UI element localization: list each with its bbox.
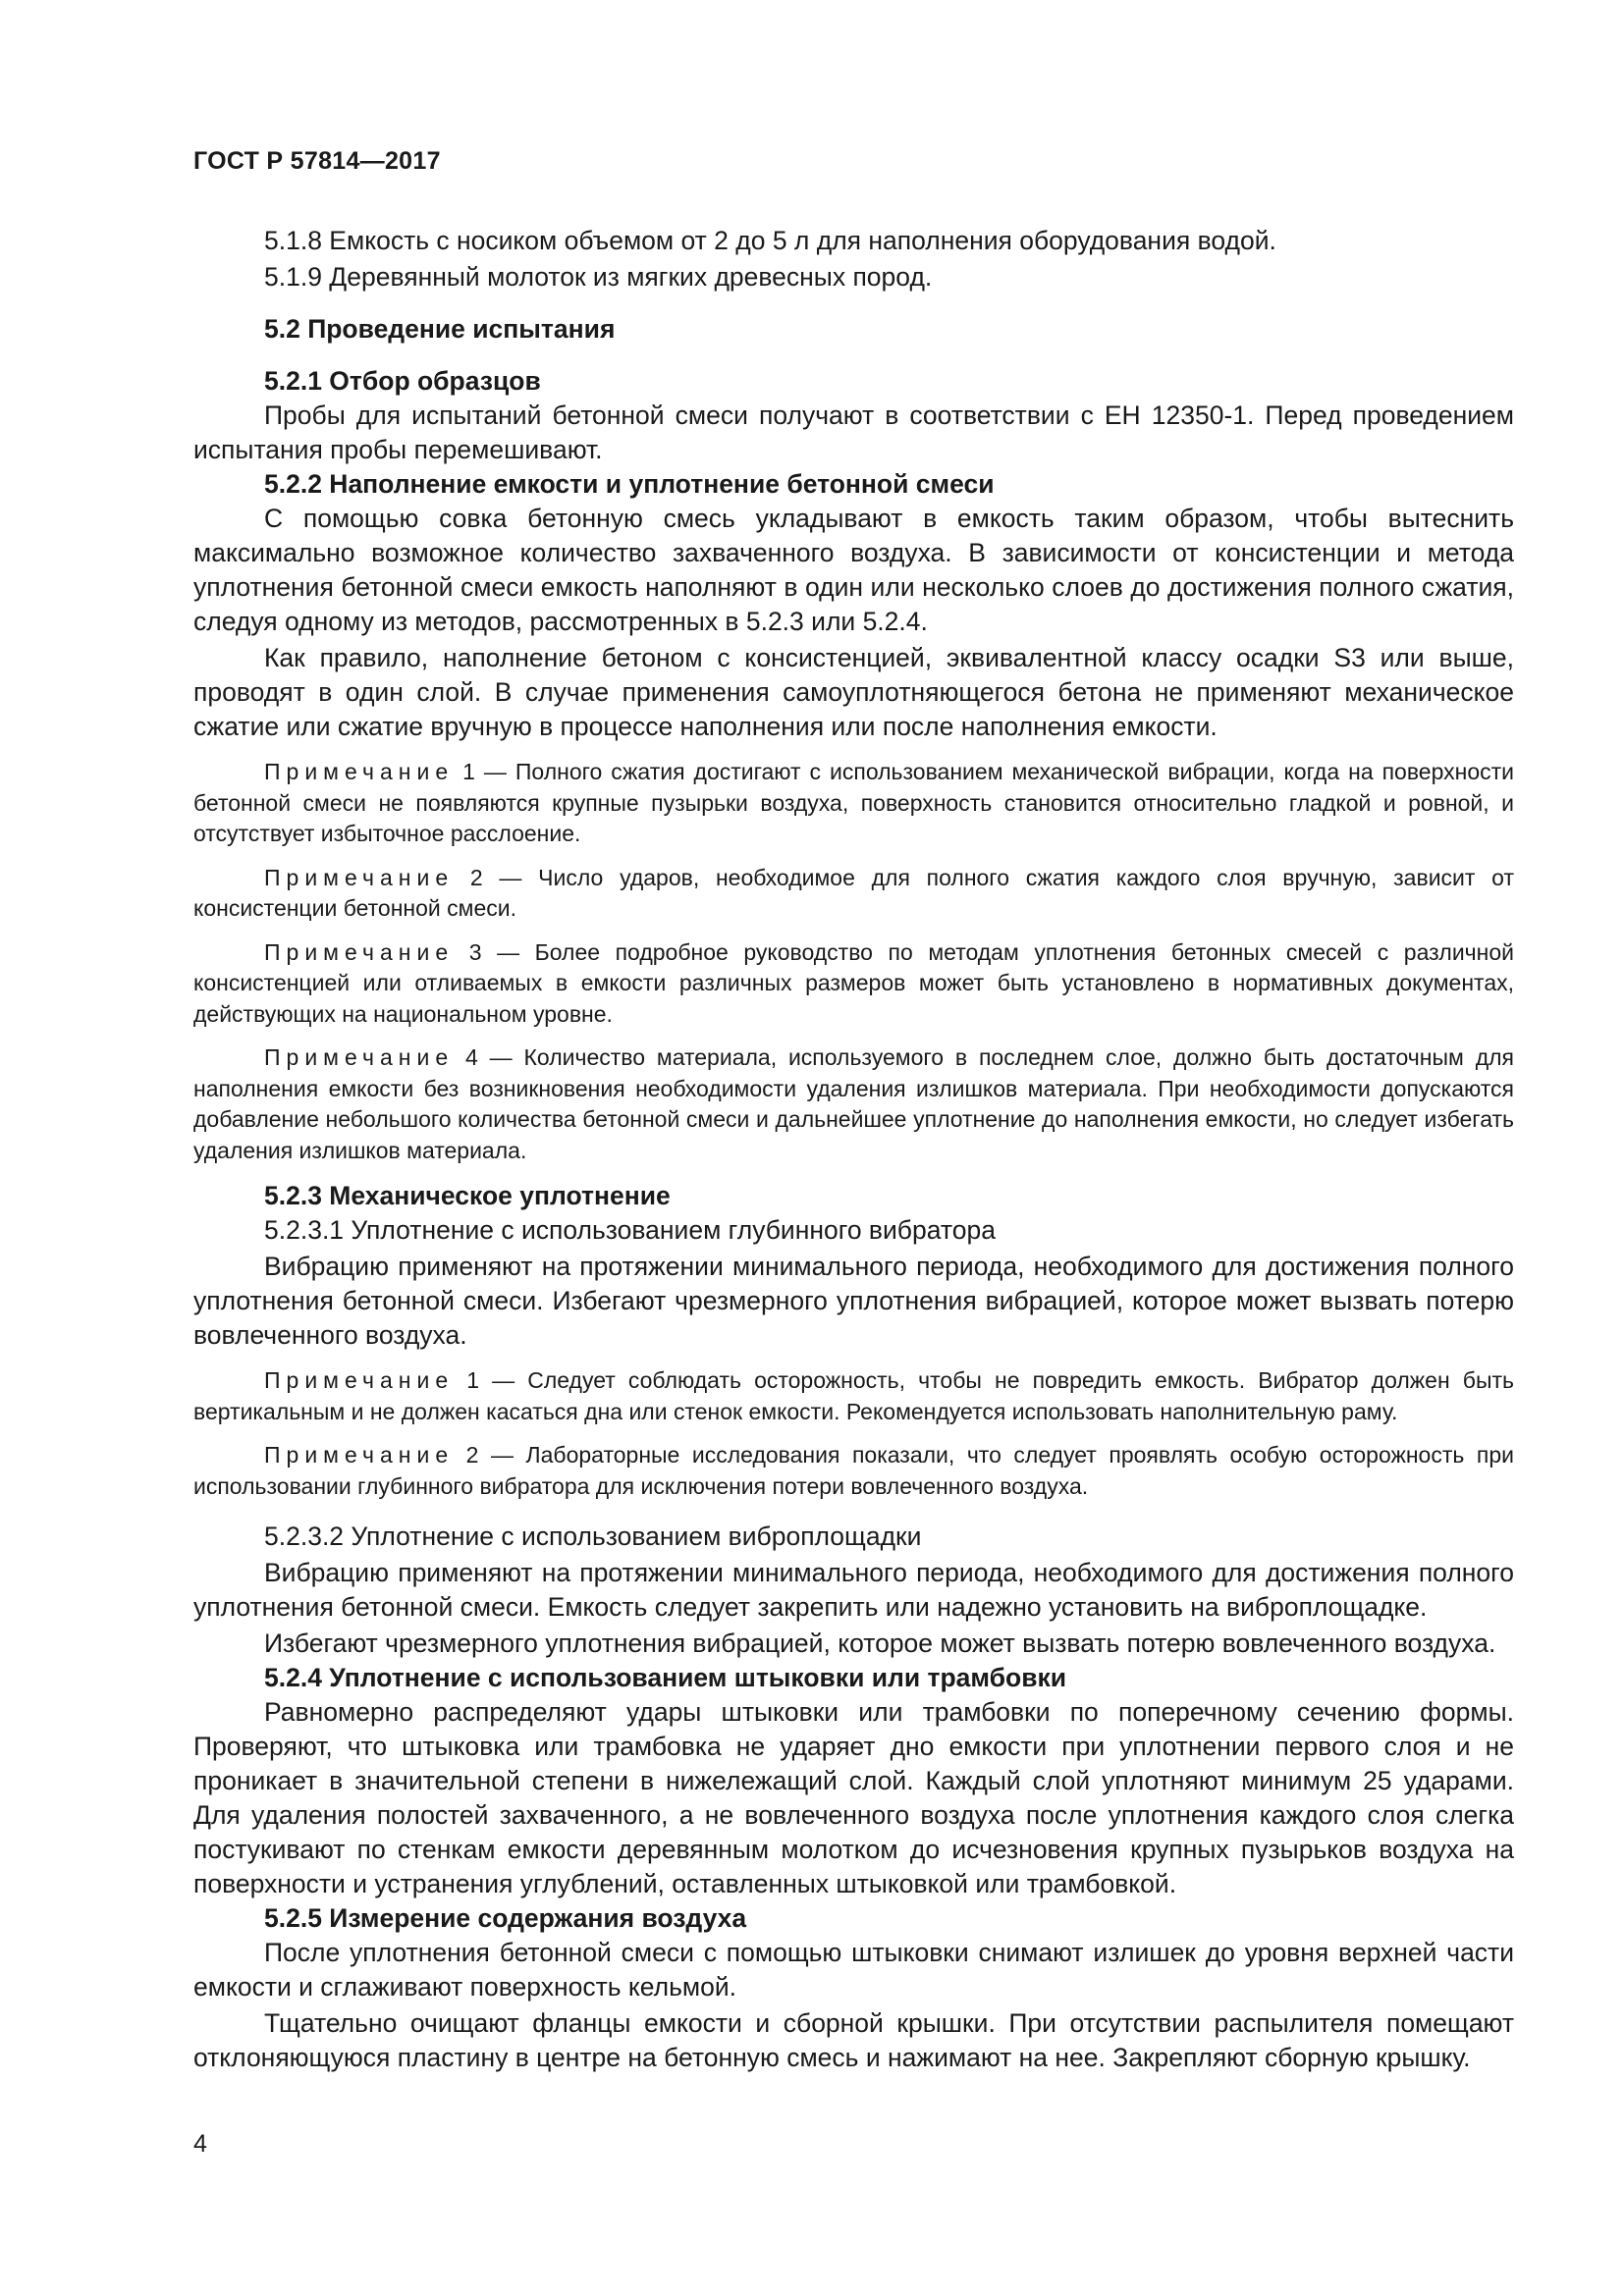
page-number: 4 xyxy=(193,2130,207,2158)
paragraph-5-2-4: Равномерно распределяют удары штыковки или трамбовки по поперечному сечению формы. Проверяют, что штыковка или трамбовка не ударяет дно емкости при уплотнении первого слоя и не проникает в значительной степени в нижележащий слой. Каждый слой уплотняют минимум 25 ударами. Для удаления полостей захваченного, а не вовлеченного воздуха после уплотнения каждого слоя слегка постукивают по стенкам емкости деревянным молотком до исчезновения крупных пузырьков воздуха на поверхности и устранения углублений, оставленных штыковкой или трамбовкой. xyxy=(193,1697,1514,1898)
note-label: Примечание xyxy=(264,938,455,965)
note-5 xyxy=(193,1365,1514,1427)
paragraph-5-2-2-b: Как правило, наполнение бетоном с консистенцией, эквивалентной классу осадки S3 или выше, проводят в один слой. В случае применения самоуплотняющегося бетона не применяют механическое сжатие или сжатие вручную в процессе наполнения или после наполнения емкости. xyxy=(193,643,1514,741)
note-label: Примечание xyxy=(264,864,455,890)
heading-5-2: 5.2 Проведение испытания xyxy=(264,314,616,344)
note-4 xyxy=(193,1042,1514,1166)
note-label: Примечание xyxy=(264,1367,455,1393)
note-label: Примечание xyxy=(264,1044,455,1070)
paragraph-5-2-3-1: Вибрацию применяют на протяжении минимального периода, необходимого для достижения полного уплотнения бетонной смеси. Избегают чрезмерного уплотнения вибрацией, которое может вызвать потерю вовлеченного воздуха. xyxy=(193,1252,1514,1350)
note-text: 2 — Лабораторные исследования показали, что следует проявлять особую осторожность при использовании глубинного вибратора для исключения потери вовлеченного воздуха. xyxy=(193,1442,1514,1499)
subheading-5-2-3-1: 5.2.3.1 Уплотнение с использованием глубинного вибратора xyxy=(264,1215,996,1245)
note-label: Примечание xyxy=(264,1442,455,1468)
note-text: 1 — Полного сжатия достигают с использованием механической вибрации, когда на поверхности бетонной смеси не появляются крупные пузырьки воздуха, поверхность становится относительно гладкой и ровной, и отсутствует избыточное расслоение. xyxy=(193,759,1514,846)
note-2 xyxy=(193,863,1514,925)
paragraph-5-1-9: 5.1.9 Деревянный молоток из мягких древесных пород. xyxy=(264,262,933,292)
paragraph-5-1-8: 5.1.8 Емкость с носиком объемом от 2 до 5 л для наполнения оборудования водой. xyxy=(264,226,1276,255)
heading-5-2-5: 5.2.5 Измерение содержания воздуха xyxy=(264,1903,747,1933)
note-text: 1 — Следует соблюдать осторожность, чтобы не повредить емкость. Вибратор должен быть вертикальным и не должен касаться дна или стенок емкости. Рекомендуется использовать наполнительную раму. xyxy=(193,1367,1514,1424)
note-text: 3 — Более подробное руководство по методам уплотнения бетонных смесей с различной консистенцией или отливаемых в емкости различных размеров может быть установлено в нормативных документах, действующих на национальном уровне. xyxy=(193,938,1514,1027)
subheading-5-2-3-2: 5.2.3.2 Уплотнение с использованием виброплощадки xyxy=(264,1522,922,1551)
note-3 xyxy=(193,937,1514,1031)
paragraph-5-2-3-2-b: Избегают чрезмерного уплотнения вибрацией, которое может вызвать потерю вовлеченного воздуха. xyxy=(264,1629,1496,1658)
standard-code-header: ГОСТ Р 57814—2017 xyxy=(193,147,441,175)
note-label: Примечание xyxy=(264,759,455,784)
paragraph-5-2-2-a: С помощью совка бетонную смесь укладывают в емкость таким образом, чтобы вытеснить максимально возможное количество захваченного воздуха. В зависимости от консистенции и метода уплотнения бетонной смеси емкость наполняют в один или несколько слоев до достижения полного сжатия, следуя одному из методов, рассмотренных в 5.2.3 или 5.2.4. xyxy=(193,504,1514,636)
paragraph-5-2-5-b: Тщательно очищают фланцы емкости и сборной крышки. При отсутствии распылителя помещают отклоняющуюся пластину в центре на бетонную смесь и нажимают на нее. Закрепляют сборную крышку. xyxy=(193,2008,1514,2072)
heading-5-2-4: 5.2.4 Уплотнение с использованием штыковки или трамбовки xyxy=(264,1663,1067,1692)
paragraph-5-2-3-2-a: Вибрацию применяют на протяжении минимального периода, необходимого для достижения полного уплотнения бетонной смеси. Емкость следует закрепить или надежно установить на виброплощадке. xyxy=(193,1558,1514,1622)
paragraph-5-2-1: Пробы для испытаний бетонной смеси получают в соответствии с ЕН 12350-1. Перед проведением испытания пробы перемешивают. xyxy=(193,400,1514,464)
heading-5-2-3: 5.2.3 Механическое уплотнение xyxy=(264,1181,671,1210)
heading-5-2-2: 5.2.2 Наполнение емкости и уплотнение бетонной смеси xyxy=(264,469,995,499)
heading-5-2-1: 5.2.1 Отбор образцов xyxy=(264,366,541,396)
paragraph-5-2-5-a: После уплотнения бетонной смеси с помощью штыковки снимают излишек до уровня верхней части емкости и сглаживают поверхность кельмой. xyxy=(193,1938,1514,2002)
note-text: 2 — Число ударов, необходимое для полного сжатия каждого слоя вручную, зависит от консистенции бетонной смеси. xyxy=(193,864,1514,921)
note-text: 4 — Количество материала, используемого в последнем слое, должно быть достаточным для наполнения емкости без возникновения необходимости удаления излишков материала. При необходимости допускаются добавление небольшого количества бетонной смеси и дальнейшее уплотнение до наполнения емкости, но следует избегать удаления излишков материала. xyxy=(193,1044,1514,1163)
document-body xyxy=(193,224,1514,2075)
note-1 xyxy=(193,757,1514,850)
note-6 xyxy=(193,1440,1514,1502)
